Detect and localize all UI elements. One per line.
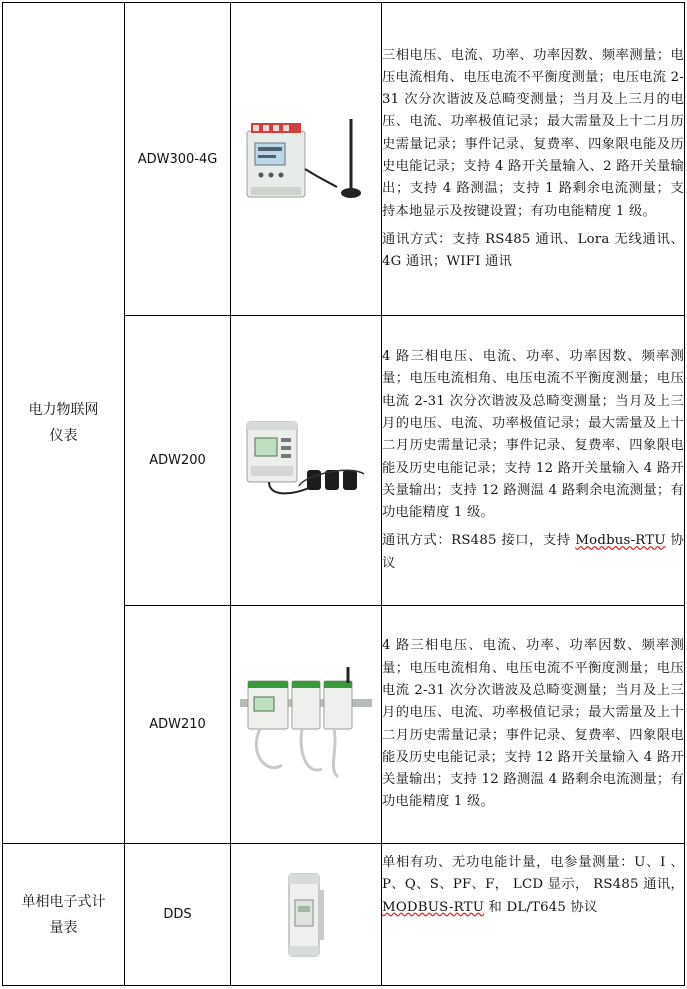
model-cell [125,3,231,316]
product-image-cell [231,316,382,606]
description-cell [382,844,685,986]
adw200-meter-image [239,416,374,506]
product-image-cell [231,844,382,986]
category-label: 电力物联网 仪表 [28,402,99,444]
table-row [3,844,685,986]
model-name: ADW210 [149,717,206,732]
table-row [3,3,685,316]
model-cell [125,316,231,606]
product-spec-table [2,2,685,986]
category-cell [3,844,125,986]
description-cell [382,3,685,316]
model-name: ADW200 [149,453,206,468]
desc-prefix: 单相有功、无功电能计量，电参量测量：U、I 、P、Q、S、PF、F， LCD 显示， RS485 通讯， [382,855,684,893]
product-description [382,852,684,919]
category-label: 单相电子式计 量表 [21,893,106,936]
product-description: 4 路三相电压、电流、功率、功率因数、频率测量；电压电流相角、电压电流不平衡度测量；电压电流 2-31 次分次谐波及总畸变测量；当月及上三月的电压、电流、功率极值记录；最大需量及上十二月历史需量记录；事件记录、复费率、四象限电能及历史电能记录；支持 12 路开关量输入 4 路开关量输出；支持 12 路测温 4 路剩余电流测量；有功电能精度 1 级。 [382,638,684,810]
comm-prefix: 通讯方式：RS485 接口，支持 [382,533,576,549]
description-cell [382,606,685,844]
adw300-4g-meter-image [241,109,371,209]
dds-meter-image [281,870,331,960]
product-description: 4 路三相电压、电流、功率、功率因数、频率测量；电压电流相角、电压电流不平衡度测量；电压电流 2-31 次分次谐波及总畸变测量；当月及上三月的电压、电流、功率极值记录；最大需量及上十二月历史需量记录；事件记录、复费率、四象限电能及历史电能记录；支持 12 路开关量输入 4 路开关量输出；支持 12 路测温 4 路剩余电流测量；有功电能精度 1 级。 [382,349,684,521]
product-image-cell [231,3,382,316]
communication-text [382,530,684,575]
product-image-cell [231,606,382,844]
category-cell [3,3,125,844]
model-name: DDS [163,907,192,922]
communication-text: 通讯方式：支持 RS485 通讯、Lora 无线通讯、4G 通讯；WIFI 通讯 [382,231,684,270]
desc-suffix: 和 DL/T645 协议 [484,899,598,915]
model-cell [125,606,231,844]
model-cell [125,844,231,986]
protocol-name: MODBUS-RTU [382,899,485,915]
comm-suffix: 协议 [382,533,684,571]
model-name: ADW300-4G [137,151,218,167]
product-description: 三相电压、电流、功率、功率因数、频率测量；电压电流相角、电压电流不平衡度测量；电压电流 2-31 次分次谐波及总畸变测量；当月及上三月的电压、电流、功率极值记录；最大需量及上十二月历史需量记录；事件记录、复费率、四象限电能及历史电能记录；支持 4 路开关量输入、2 路开关量输出；支持 4 路测温；支持 1 路剩余电流测量；支持本地显示及按键设置；有功电能精度 1 级。 [382,47,684,219]
description-cell [382,316,685,606]
protocol-name: Modbus-RTU [575,533,666,549]
adw210-modules-image [238,665,374,785]
